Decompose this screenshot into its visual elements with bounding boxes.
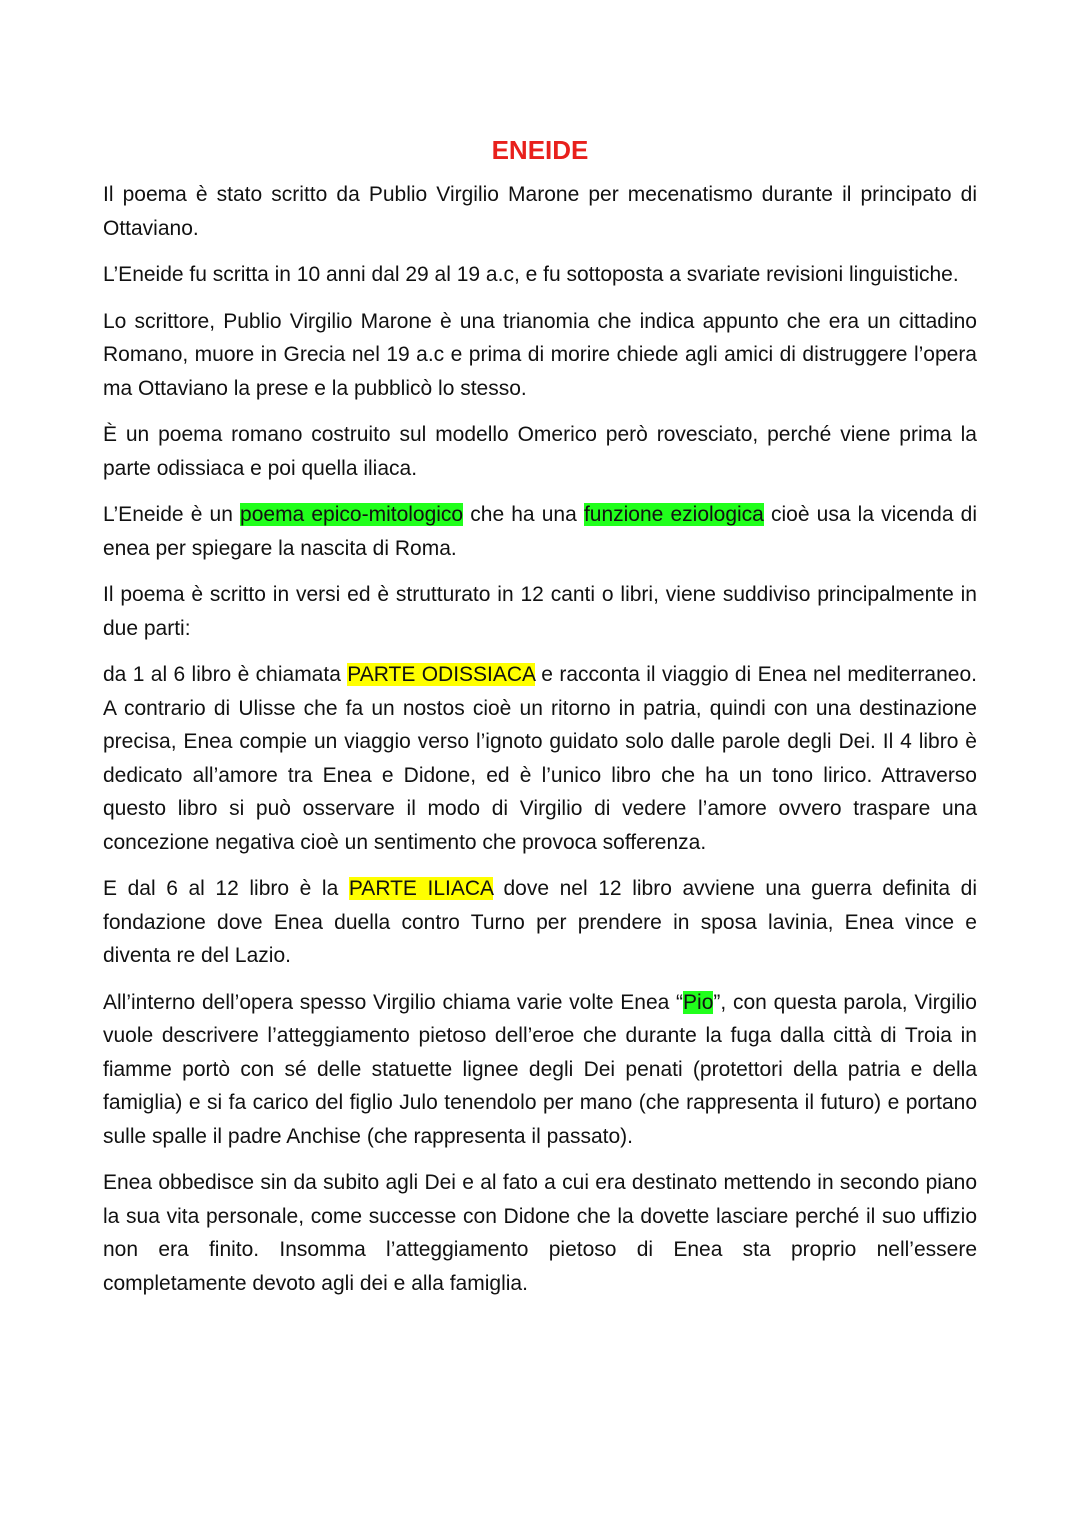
document-title: ENEIDE bbox=[491, 135, 589, 165]
paragraph-text: e racconta il viaggio di Enea nel mediterraneo. A contrario di Ulisse che fa un nostos cioè un ritorno in patria, quindi con una destinazione precisa, Enea compie un viaggio verso l’ignoto guidato solo dalle parole degli Dei. Il 4 libro è dedicato all’amore tra Enea e Didone, ed è l’unico libro che ha un tono lirico. Attraverso questo libro si può osservare il modo di Virgilio di vedere l’amore ovvero traspare una concezione negativa cioè un sentimento che provoca sofferenza. bbox=[103, 663, 977, 854]
highlight-parte-odissiaca: PARTE ODISSIACA bbox=[347, 663, 535, 686]
paragraph-odyssey-part bbox=[103, 658, 977, 859]
paragraph-model: È un poema romano costruito sul modello Omerico però rovesciato, perché viene prima la parte odissiaca e poi quella iliaca. bbox=[103, 423, 977, 480]
highlight-etiological-function: funzione eziologica bbox=[583, 503, 764, 526]
highlight-epic-poem: poema epico-mitologico bbox=[240, 503, 464, 526]
paragraph-text: da 1 al 6 libro è chiamata bbox=[103, 663, 348, 686]
paragraph-text: E dal 6 al 12 libro è la bbox=[103, 877, 349, 900]
paragraph-writer: Lo scrittore, Publio Virgilio Marone è una trianomia che indica appunto che era un cittadino Romano, muore in Grecia nel 19 a.c e prima di morire chiede agli amici di distruggere l’opera ma Ottaviano la prese e la pubblicò lo stesso. bbox=[103, 309, 977, 400]
paragraph-devotion: Enea obbedisce sin da subito agli Dei e al fato a cui era destinato mettendo in secondo piano la sua vita personale, come successe con Didone che la dovette lasciare perché il suo uffizio non era finito. Insomma l’atteggiamento pietoso di Enea sta proprio nell’essere completamente devoto agli dei e alla famiglia. bbox=[103, 1171, 977, 1295]
paragraph-iliad-part bbox=[103, 872, 977, 973]
highlight-parte-iliaca: PARTE ILIACA bbox=[348, 877, 493, 900]
paragraph-text: L’Eneide è un bbox=[103, 503, 241, 526]
paragraph-structure: Il poema è scritto in versi ed è strutturato in 12 canti o libri, viene suddiviso principalmente in due parti: bbox=[103, 583, 977, 640]
highlight-pio: Pio bbox=[683, 990, 714, 1014]
paragraph-genre bbox=[103, 498, 977, 565]
paragraph-composition: L’Eneide fu scritta in 10 anni dal 29 al 19 a.c, e fu sottoposta a svariate revisioni linguistiche. bbox=[103, 263, 959, 286]
paragraph-text: che ha una bbox=[463, 503, 584, 526]
paragraph-text: dove nel 12 libro avviene una guerra definita di fondazione dove Enea duella contro Turno per prendere in sposa lavinia, Enea vince e diventa re del Lazio. bbox=[103, 877, 978, 967]
paragraph-text: cioè usa la vicenda di enea per spiegare la nascita di Roma. bbox=[103, 503, 978, 560]
document-page bbox=[103, 130, 977, 1313]
paragraph-text: All’interno dell’opera spesso Virgilio chiama varie volte Enea “ bbox=[103, 990, 684, 1014]
paragraph-text: ”, con questa parola, Virgilio vuole descrivere l’atteggiamento pietoso dell’eroe che durante la fuga dalla città di Troia in fiamme portò con sé delle statuette lignee degli Dei penati (protettori della patria e della famiglia) e si fa carico del figlio Julo tenendolo per mano (che rappresenta il futuro) e portano sulle spalle il padre Anchise (che rappresenta il passato). bbox=[103, 990, 977, 1148]
paragraph-pio bbox=[103, 986, 977, 1154]
paragraph-author: Il poema è stato scritto da Publio Virgilio Marone per mecenatismo durante il principato di Ottaviano. bbox=[103, 183, 977, 240]
